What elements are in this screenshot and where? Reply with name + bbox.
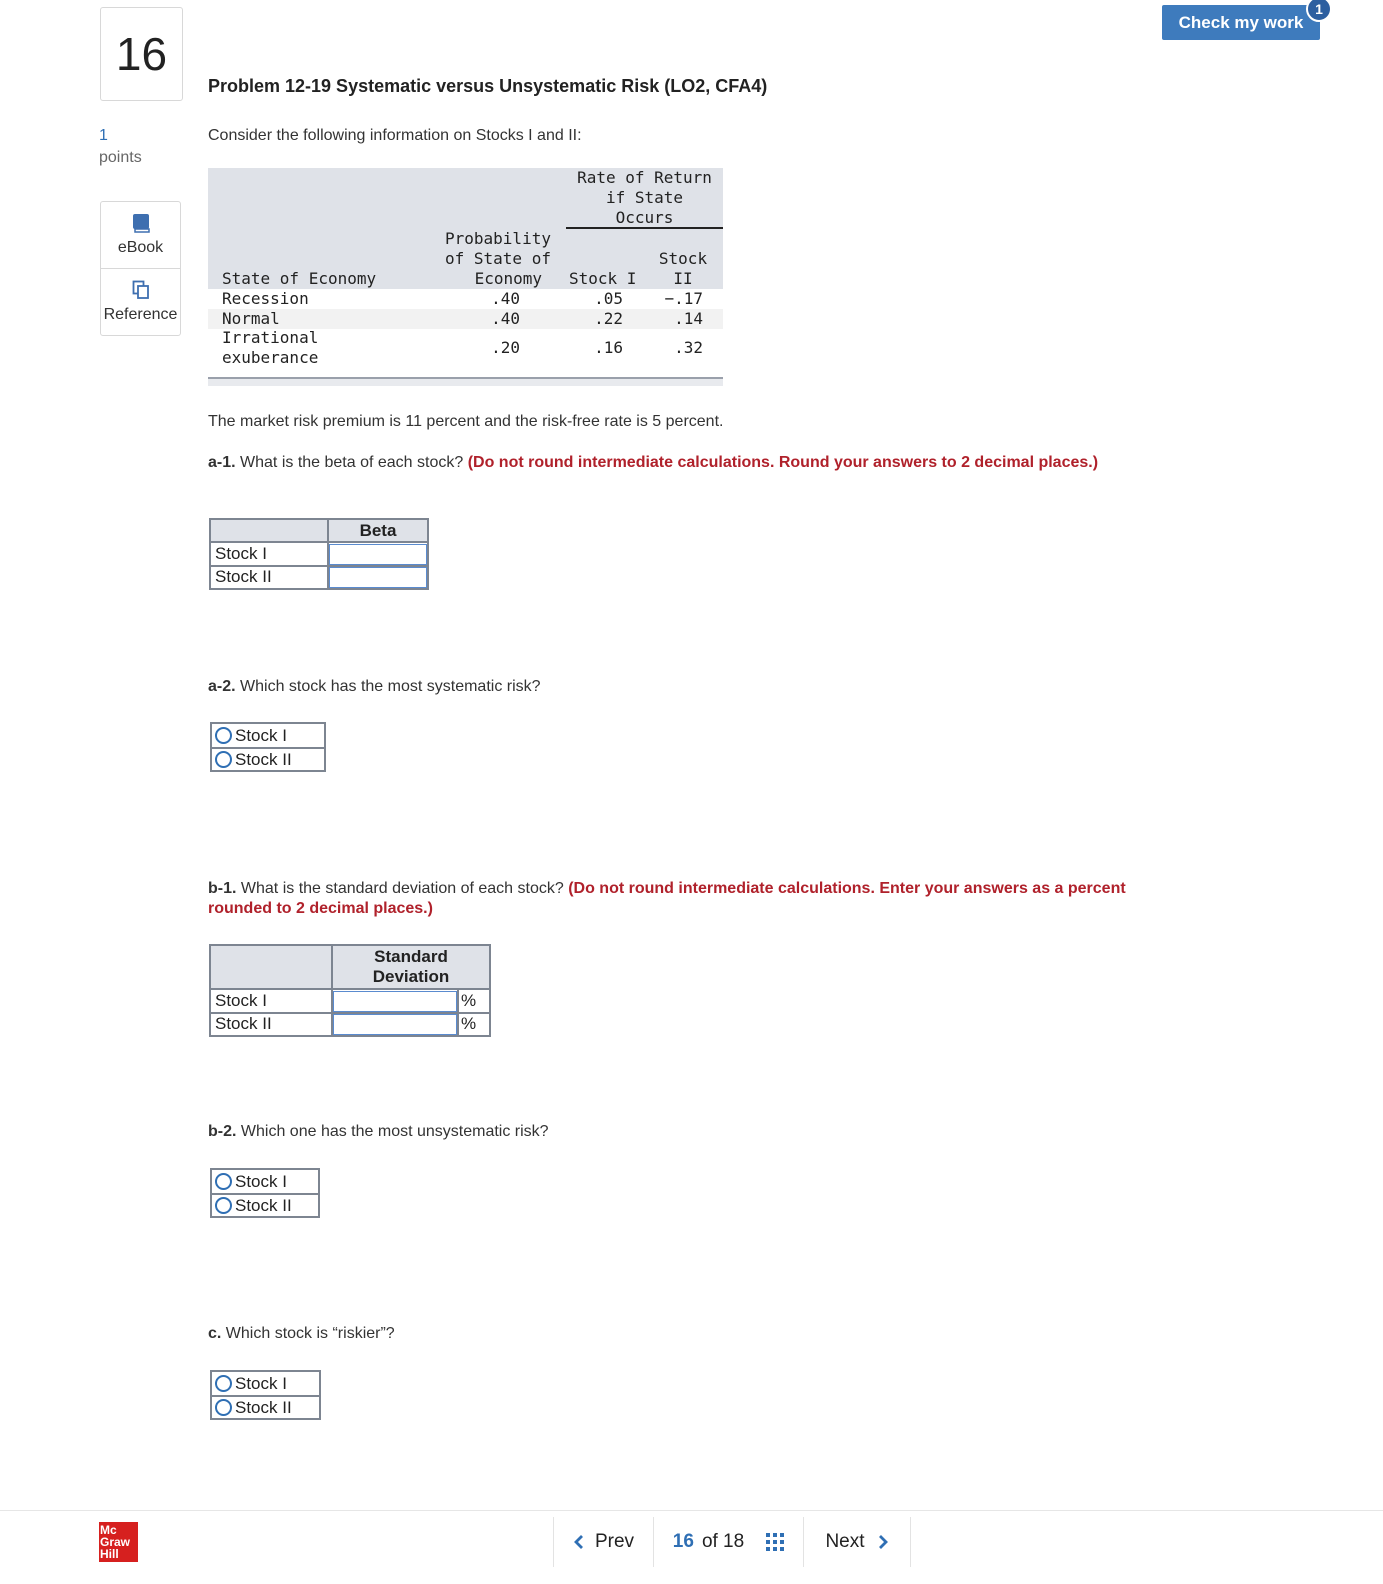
std-row-label: Stock II xyxy=(210,1013,332,1037)
question-b1-label: b-1. xyxy=(208,880,237,897)
state-label: Recession xyxy=(222,289,309,308)
col-state-header: State of Economy xyxy=(222,269,377,288)
check-attempts-badge: 1 xyxy=(1306,0,1332,22)
book-icon xyxy=(132,213,150,233)
col-stock2-header: II xyxy=(673,269,693,288)
std-table-corner xyxy=(210,945,332,989)
col-prob-header: of State of xyxy=(445,249,551,268)
question-b1-text: What is the standard deviation of each stock? xyxy=(236,880,569,897)
reference-button[interactable] xyxy=(100,268,181,336)
question-a1 xyxy=(208,453,1138,473)
stock2-value: −.17 xyxy=(664,289,703,308)
radio-option-stock2[interactable] xyxy=(212,747,324,770)
std-dev-stock1-input[interactable] xyxy=(333,991,457,1012)
radio-label: Stock II xyxy=(235,1195,292,1215)
beta-row-label: Stock II xyxy=(210,566,328,590)
ebook-button[interactable] xyxy=(100,201,181,269)
radio-option-stock1[interactable] xyxy=(212,1170,318,1193)
col-prob-header: Economy xyxy=(474,269,542,288)
radio-label: Stock II xyxy=(235,749,292,769)
col-stock1-header: Stock I xyxy=(569,269,637,288)
footer-divider xyxy=(0,1510,1383,1511)
stock1-value: .16 xyxy=(594,338,623,357)
state-label: exuberance xyxy=(222,348,319,367)
beta-row-label: Stock I xyxy=(210,542,328,566)
std-dev-header-line: Standard xyxy=(374,947,448,966)
question-b2-label: b-2. xyxy=(208,1123,237,1140)
question-a2 xyxy=(208,677,541,697)
radio-circle-icon[interactable] xyxy=(215,1399,232,1416)
riskier-options xyxy=(210,1370,321,1420)
radio-option-stock1[interactable] xyxy=(212,1372,319,1395)
beta-table-corner xyxy=(210,519,328,542)
std-dev-stock2-input[interactable] xyxy=(333,1014,457,1035)
beta-table xyxy=(209,518,429,590)
std-dev-header-line: Deviation xyxy=(372,967,450,986)
market-premium-text: The market risk premium is 11 percent and the risk-free rate is 5 percent. xyxy=(208,413,724,430)
prob-value: .40 xyxy=(491,289,520,308)
radio-circle-icon[interactable] xyxy=(215,751,232,768)
std-dev-header xyxy=(332,945,490,989)
radio-option-stock2[interactable] xyxy=(212,1193,318,1216)
radio-option-stock1[interactable] xyxy=(212,724,324,747)
points-value: 1 xyxy=(99,127,108,144)
group-header-line: if State xyxy=(605,188,684,207)
radio-label: Stock I xyxy=(235,1171,287,1191)
table-bottom-border xyxy=(208,377,723,386)
grid-icon[interactable] xyxy=(766,1533,784,1551)
question-number: 16 xyxy=(100,7,183,101)
points-label: points xyxy=(99,149,142,166)
stock2-value: .32 xyxy=(674,338,703,357)
col-prob-header: Probability xyxy=(445,229,551,248)
radio-circle-icon[interactable] xyxy=(215,1197,232,1214)
problem-intro: Consider the following information on Stocks I and II: xyxy=(208,127,582,144)
page-total: of 18 xyxy=(701,1531,745,1552)
question-a2-label: a-2. xyxy=(208,678,236,695)
percent-unit: % xyxy=(458,1013,490,1037)
prob-value: .20 xyxy=(491,338,520,357)
next-button[interactable] xyxy=(803,1517,911,1567)
question-c-label: c. xyxy=(208,1325,222,1342)
stock1-value: .22 xyxy=(594,309,623,328)
radio-label: Stock II xyxy=(235,1397,292,1417)
copy-icon xyxy=(132,280,150,300)
question-b2 xyxy=(208,1122,549,1142)
next-label: Next xyxy=(825,1531,865,1552)
question-c-text: Which stock is “riskier”? xyxy=(221,1325,395,1342)
ebook-label: eBook xyxy=(117,239,164,256)
percent-unit: % xyxy=(458,989,490,1013)
prev-button[interactable] xyxy=(553,1517,654,1567)
unsystematic-risk-options xyxy=(210,1168,320,1218)
radio-label: Stock I xyxy=(235,725,287,745)
radio-circle-icon[interactable] xyxy=(215,1173,232,1190)
radio-option-stock2[interactable] xyxy=(212,1395,319,1418)
state-label: Normal xyxy=(222,309,280,328)
radio-label: Stock I xyxy=(235,1373,287,1393)
group-header-line: Rate of Return xyxy=(577,168,712,187)
mcgraw-hill-logo: Mc Graw Hill xyxy=(99,1522,138,1562)
stock-returns-table xyxy=(208,168,723,386)
question-a1-label: a-1. xyxy=(208,454,236,471)
question-b1-hint: (Do not round intermediate calculations. Enter your answers as a percent rounded to 2 decimal places.) xyxy=(208,880,1126,917)
beta-stock1-input[interactable] xyxy=(329,544,427,565)
radio-circle-icon[interactable] xyxy=(215,727,232,744)
reference-label: Reference xyxy=(103,306,178,323)
systematic-risk-options xyxy=(210,722,326,772)
question-a2-text: Which stock has the most systematic risk? xyxy=(235,678,541,695)
stock1-value: .05 xyxy=(594,289,623,308)
stock2-value: .14 xyxy=(674,309,703,328)
problem-title: Problem 12-19 Systematic versus Unsystematic Risk (LO2, CFA4) xyxy=(208,76,768,96)
radio-circle-icon[interactable] xyxy=(215,1375,232,1392)
question-c xyxy=(208,1324,395,1344)
beta-stock2-input[interactable] xyxy=(329,567,427,588)
state-label: Irrational xyxy=(222,328,319,347)
question-a1-hint: (Do not round intermediate calculations. Round your answers to 2 decimal places.) xyxy=(467,454,1099,471)
group-header-line: Occurs xyxy=(615,208,674,227)
chevron-right-icon xyxy=(877,1534,889,1550)
check-my-work-button[interactable]: Check my work xyxy=(1162,5,1320,40)
current-page: 16 xyxy=(672,1531,694,1552)
page-indicator[interactable] xyxy=(654,1517,803,1567)
beta-header: Beta xyxy=(328,519,428,542)
question-a1-text: What is the beta of each stock? xyxy=(235,454,468,471)
col-stock2-header: Stock xyxy=(658,249,708,268)
question-b1 xyxy=(208,879,1138,919)
chevron-left-icon xyxy=(573,1534,585,1550)
prev-label: Prev xyxy=(594,1531,635,1552)
question-b2-text: Which one has the most unsystematic risk? xyxy=(236,1123,549,1140)
prob-value: .40 xyxy=(491,309,520,328)
std-row-label: Stock I xyxy=(210,989,332,1013)
std-dev-table xyxy=(209,944,491,1037)
